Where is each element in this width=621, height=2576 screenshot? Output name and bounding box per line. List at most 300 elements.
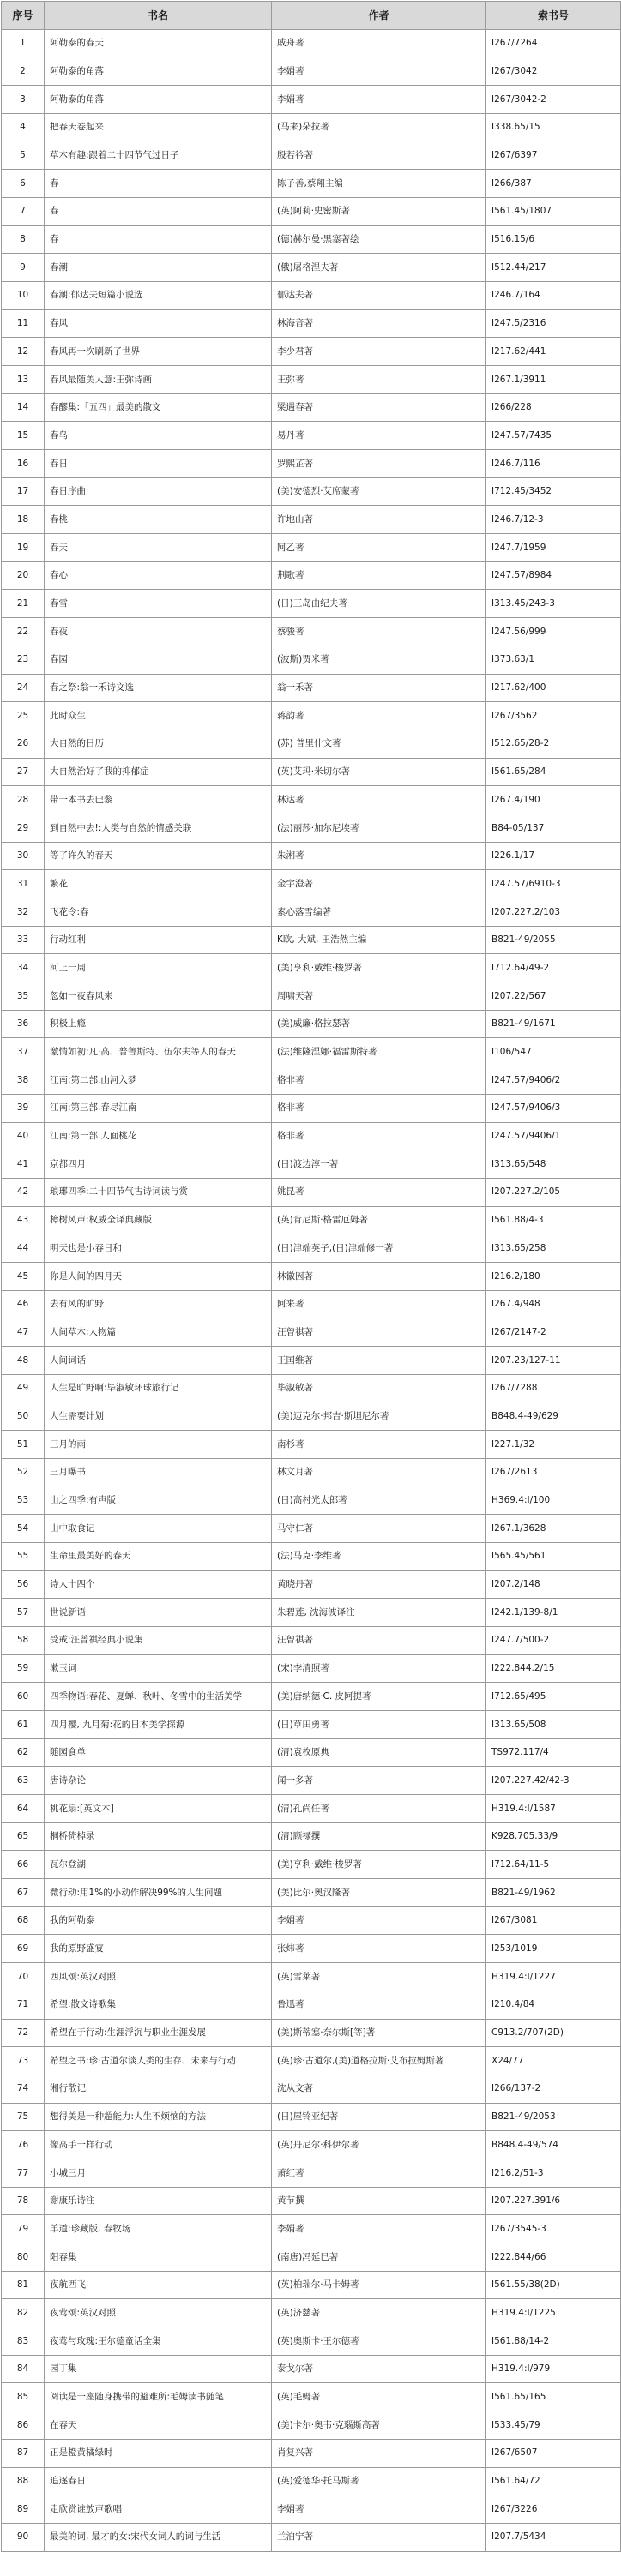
row-number: 88 bbox=[2, 2467, 45, 2495]
book-author: (法)马克·李维著 bbox=[272, 1542, 486, 1570]
table-row bbox=[2, 2467, 621, 2495]
table-row bbox=[2, 2131, 621, 2159]
table-row bbox=[2, 86, 621, 114]
book-title: 此时众生 bbox=[45, 702, 272, 730]
table-row bbox=[2, 814, 621, 842]
call-number: I267/2613 bbox=[486, 1458, 621, 1486]
call-number: I247.57/9406/3 bbox=[486, 1094, 621, 1122]
table-row bbox=[2, 1262, 621, 1290]
table-row bbox=[2, 1038, 621, 1066]
book-author: 格非著 bbox=[272, 1122, 486, 1150]
book-title: 春风最随美人意:王弥诗画 bbox=[45, 365, 272, 393]
book-title: 西风颂:英汉对照 bbox=[45, 1963, 272, 1991]
book-title: 人间草木:人物篇 bbox=[45, 1318, 272, 1347]
row-number: 7 bbox=[2, 197, 45, 225]
row-number: 78 bbox=[2, 2187, 45, 2215]
call-number: I712.64/49-2 bbox=[486, 954, 621, 982]
book-author: 朱碧莲, 沈海波译注 bbox=[272, 1599, 486, 1627]
call-number: I247.56/999 bbox=[486, 618, 621, 646]
book-title: 带一本书去巴黎 bbox=[45, 786, 272, 814]
row-number: 44 bbox=[2, 1234, 45, 1263]
book-author: (英)肯尼斯·格雷厄姆著 bbox=[272, 1206, 486, 1234]
book-author: (英)奥斯卡·王尔德著 bbox=[272, 2327, 486, 2356]
book-author: (波斯)贾米著 bbox=[272, 646, 486, 674]
row-number: 25 bbox=[2, 702, 45, 730]
book-author: 格非著 bbox=[272, 1094, 486, 1122]
book-title: 唐诗杂论 bbox=[45, 1767, 272, 1795]
table-row bbox=[2, 1122, 621, 1150]
row-number: 12 bbox=[2, 338, 45, 366]
header-author: 作者 bbox=[272, 2, 486, 30]
table-row bbox=[2, 2523, 621, 2551]
table-row bbox=[2, 2019, 621, 2047]
book-title: 春天 bbox=[45, 534, 272, 562]
row-number: 67 bbox=[2, 1879, 45, 1907]
call-number: H319.4:I/1225 bbox=[486, 2299, 621, 2327]
table-row bbox=[2, 1626, 621, 1654]
table-row bbox=[2, 786, 621, 814]
row-number: 73 bbox=[2, 2047, 45, 2075]
book-author: (美)亨利·戴维·梭罗著 bbox=[272, 1851, 486, 1879]
book-title: 我的阿勒泰 bbox=[45, 1906, 272, 1935]
book-title: 春夜 bbox=[45, 618, 272, 646]
book-author: 泰戈尔著 bbox=[272, 2355, 486, 2383]
book-title: 江南:第二部.山河入梦 bbox=[45, 1066, 272, 1095]
call-number: I266/228 bbox=[486, 393, 621, 422]
row-number: 60 bbox=[2, 1683, 45, 1711]
book-title: 春风 bbox=[45, 309, 272, 338]
book-author: (英)柏瑞尔·马卡姆著 bbox=[272, 2271, 486, 2299]
table-row bbox=[2, 2243, 621, 2272]
table-row bbox=[2, 1066, 621, 1095]
call-number: X24/77 bbox=[486, 2047, 621, 2075]
row-number: 6 bbox=[2, 170, 45, 198]
book-author: 毕淑敏著 bbox=[272, 1374, 486, 1402]
book-title: 阿勒泰的春天 bbox=[45, 29, 272, 57]
call-number: B84-05/137 bbox=[486, 814, 621, 842]
call-number: I565.45/561 bbox=[486, 1542, 621, 1570]
row-number: 74 bbox=[2, 2075, 45, 2103]
table-row bbox=[2, 2383, 621, 2411]
book-author: 林文月著 bbox=[272, 1458, 486, 1486]
book-title: 三月曝书 bbox=[45, 1458, 272, 1486]
call-number: I267.1/3628 bbox=[486, 1515, 621, 1543]
row-number: 4 bbox=[2, 113, 45, 141]
call-number: I712.45/3452 bbox=[486, 477, 621, 506]
book-author: 鲁迅著 bbox=[272, 1991, 486, 2019]
book-title: 忽如一夜春风来 bbox=[45, 982, 272, 1011]
row-number: 31 bbox=[2, 870, 45, 898]
book-title: 春 bbox=[45, 225, 272, 254]
call-number: I313.65/258 bbox=[486, 1234, 621, 1263]
book-author: (清)袁枚原典 bbox=[272, 1738, 486, 1767]
book-author: 兰泊宁著 bbox=[272, 2523, 486, 2551]
book-title: 桐桥倚棹录 bbox=[45, 1822, 272, 1851]
row-number: 65 bbox=[2, 1822, 45, 1851]
call-number: I267/6397 bbox=[486, 141, 621, 170]
table-row bbox=[2, 1374, 621, 1402]
book-author: 张炜著 bbox=[272, 1935, 486, 1963]
book-author: 殷若衿著 bbox=[272, 141, 486, 170]
book-title: 春醪集:「五四」最美的散文 bbox=[45, 393, 272, 422]
table-row bbox=[2, 365, 621, 393]
call-number: I216.2/180 bbox=[486, 1262, 621, 1290]
row-number: 32 bbox=[2, 898, 45, 927]
table-row bbox=[2, 113, 621, 141]
table-row bbox=[2, 2047, 621, 2075]
table-row bbox=[2, 338, 621, 366]
table-row bbox=[2, 561, 621, 590]
call-number: H319.4:I/979 bbox=[486, 2355, 621, 2383]
book-title: 到自然中去!:人类与自然的情感关联 bbox=[45, 814, 272, 842]
book-title: 激情如初:凡·高、普鲁斯特、伍尔夫等人的春天 bbox=[45, 1038, 272, 1066]
book-author: (南唐)冯延巳著 bbox=[272, 2243, 486, 2272]
table-row bbox=[2, 1935, 621, 1963]
table-row bbox=[2, 2299, 621, 2327]
book-author: (苏) 普里什文著 bbox=[272, 730, 486, 758]
call-number: I247.57/9406/2 bbox=[486, 1066, 621, 1095]
header-call-number: 索书号 bbox=[486, 2, 621, 30]
row-number: 71 bbox=[2, 1991, 45, 2019]
book-title: 像高手一样行动 bbox=[45, 2131, 272, 2159]
table-row bbox=[2, 618, 621, 646]
row-number: 41 bbox=[2, 1150, 45, 1179]
call-number: I561.65/165 bbox=[486, 2383, 621, 2411]
book-author: (法)维隆涅娜·福雷斯特著 bbox=[272, 1038, 486, 1066]
call-number: I561.88/14-2 bbox=[486, 2327, 621, 2356]
book-title: 夜莺与玫瑰:王尔德童话全集 bbox=[45, 2327, 272, 2356]
table-row bbox=[2, 2411, 621, 2440]
row-number: 68 bbox=[2, 1906, 45, 1935]
table-row bbox=[2, 1599, 621, 1627]
table-row bbox=[2, 2271, 621, 2299]
book-author: (俄)屠格涅夫著 bbox=[272, 254, 486, 282]
book-title: 阳春集 bbox=[45, 2243, 272, 2272]
call-number: I217.62/441 bbox=[486, 338, 621, 366]
book-title: 春鸟 bbox=[45, 422, 272, 450]
call-number: I246.7/12-3 bbox=[486, 506, 621, 534]
call-number: I267.1/3911 bbox=[486, 365, 621, 393]
book-title: 走欣赏谁放声歌唱 bbox=[45, 2495, 272, 2524]
row-number: 28 bbox=[2, 786, 45, 814]
book-title: 京都四月 bbox=[45, 1150, 272, 1179]
table-row bbox=[2, 254, 621, 282]
book-author: 萧红著 bbox=[272, 2159, 486, 2187]
row-number: 21 bbox=[2, 590, 45, 618]
call-number: I712.65/495 bbox=[486, 1683, 621, 1711]
table-row bbox=[2, 1654, 621, 1683]
row-number: 81 bbox=[2, 2271, 45, 2299]
call-number: I246.7/164 bbox=[486, 281, 621, 309]
row-number: 52 bbox=[2, 1458, 45, 1486]
call-number: I561.45/1807 bbox=[486, 197, 621, 225]
call-number: I247.57/8984 bbox=[486, 561, 621, 590]
row-number: 43 bbox=[2, 1206, 45, 1234]
table-row bbox=[2, 1683, 621, 1711]
call-number: I267/6507 bbox=[486, 2439, 621, 2467]
book-title: 江南:第一部.人面桃花 bbox=[45, 1122, 272, 1150]
row-number: 69 bbox=[2, 1935, 45, 1963]
book-title: 春之祭:翁一禾诗文选 bbox=[45, 674, 272, 702]
table-row bbox=[2, 2355, 621, 2383]
table-row bbox=[2, 1094, 621, 1122]
call-number: I227.1/32 bbox=[486, 1431, 621, 1459]
table-row bbox=[2, 982, 621, 1011]
book-author: (美)安德烈·艾席蒙著 bbox=[272, 477, 486, 506]
header-title: 书名 bbox=[45, 2, 272, 30]
call-number: C913.2/707(2D) bbox=[486, 2019, 621, 2047]
book-title: 春雪 bbox=[45, 590, 272, 618]
call-number: I226.1/17 bbox=[486, 842, 621, 870]
book-author: (日)草田勇著 bbox=[272, 1710, 486, 1738]
book-author: 黄晓丹著 bbox=[272, 1570, 486, 1599]
call-number: I222.844.2/15 bbox=[486, 1654, 621, 1683]
call-number: I207.2/148 bbox=[486, 1570, 621, 1599]
call-number: I207.227.42/42-3 bbox=[486, 1767, 621, 1795]
row-number: 47 bbox=[2, 1318, 45, 1347]
book-author: 翁一禾著 bbox=[272, 674, 486, 702]
table-row bbox=[2, 590, 621, 618]
book-title: 你是人间的四月天 bbox=[45, 1262, 272, 1290]
book-author: (德)赫尔曼·黑塞著绘 bbox=[272, 225, 486, 254]
call-number: I242.1/139-8/1 bbox=[486, 1599, 621, 1627]
book-author: 南杉著 bbox=[272, 1431, 486, 1459]
book-author: 金宇澄著 bbox=[272, 870, 486, 898]
book-author: 汪曾祺著 bbox=[272, 1626, 486, 1654]
call-number: I210.4/84 bbox=[486, 1991, 621, 2019]
table-row bbox=[2, 1458, 621, 1486]
table-row bbox=[2, 141, 621, 170]
book-title: 行动红利 bbox=[45, 926, 272, 954]
header-no: 序号 bbox=[2, 2, 45, 30]
table-row bbox=[2, 450, 621, 478]
row-number: 10 bbox=[2, 281, 45, 309]
table-row bbox=[2, 1795, 621, 1823]
row-number: 40 bbox=[2, 1122, 45, 1150]
row-number: 87 bbox=[2, 2439, 45, 2467]
book-title: 生命里最美好的春天 bbox=[45, 1542, 272, 1570]
table-row bbox=[2, 506, 621, 534]
table-row bbox=[2, 1402, 621, 1431]
table-row bbox=[2, 1906, 621, 1935]
call-number: B821-49/2055 bbox=[486, 926, 621, 954]
row-number: 62 bbox=[2, 1738, 45, 1767]
book-author: 蔡骏著 bbox=[272, 618, 486, 646]
table-row bbox=[2, 170, 621, 198]
row-number: 82 bbox=[2, 2299, 45, 2327]
book-list-table bbox=[1, 1, 621, 2552]
row-number: 35 bbox=[2, 982, 45, 1011]
table-row bbox=[2, 1150, 621, 1179]
table-row bbox=[2, 534, 621, 562]
table-row bbox=[2, 646, 621, 674]
row-number: 90 bbox=[2, 2523, 45, 2551]
call-number: B848.4-49/574 bbox=[486, 2131, 621, 2159]
book-author: 戚舟著 bbox=[272, 29, 486, 57]
call-number: I266/137-2 bbox=[486, 2075, 621, 2103]
book-title: 春桃 bbox=[45, 506, 272, 534]
book-title: 明天也是小春日和 bbox=[45, 1234, 272, 1263]
table-row bbox=[2, 393, 621, 422]
row-number: 54 bbox=[2, 1515, 45, 1543]
book-title: 园丁集 bbox=[45, 2355, 272, 2383]
book-title: 草木有趣:跟着二十四节气过日子 bbox=[45, 141, 272, 170]
row-number: 85 bbox=[2, 2383, 45, 2411]
row-number: 38 bbox=[2, 1066, 45, 1095]
table-row bbox=[2, 1010, 621, 1038]
row-number: 55 bbox=[2, 1542, 45, 1570]
row-number: 30 bbox=[2, 842, 45, 870]
book-title: 春日 bbox=[45, 450, 272, 478]
call-number: I267/3042 bbox=[486, 57, 621, 86]
table-row bbox=[2, 1542, 621, 1570]
book-author: (日)津端英子,(日)津端修一著 bbox=[272, 1234, 486, 1263]
row-number: 3 bbox=[2, 86, 45, 114]
book-author: (清)孔尚任著 bbox=[272, 1795, 486, 1823]
book-title: 把春天卷起来 bbox=[45, 113, 272, 141]
table-row bbox=[2, 1879, 621, 1907]
table-row bbox=[2, 1486, 621, 1515]
call-number: K928.705.33/9 bbox=[486, 1822, 621, 1851]
call-number: I373.63/1 bbox=[486, 646, 621, 674]
book-title: 希望在于行动:生涯浮沉与职业生涯发展 bbox=[45, 2019, 272, 2047]
book-author: (美)唐纳德·C. 皮阿提著 bbox=[272, 1683, 486, 1711]
call-number: I207.227.2/105 bbox=[486, 1178, 621, 1206]
book-title: 微行动:用1%的小动作解决99%的人生问题 bbox=[45, 1879, 272, 1907]
row-number: 83 bbox=[2, 2327, 45, 2356]
row-number: 29 bbox=[2, 814, 45, 842]
table-row bbox=[2, 2159, 621, 2187]
call-number: I267/7264 bbox=[486, 29, 621, 57]
table-row bbox=[2, 1515, 621, 1543]
book-author: (日)屋铃亚纪著 bbox=[272, 2103, 486, 2131]
call-number: I313.65/508 bbox=[486, 1710, 621, 1738]
call-number: I247.57/9406/1 bbox=[486, 1122, 621, 1150]
call-number: I267/3562 bbox=[486, 702, 621, 730]
book-title: 四月樱, 九月菊:花的日本美学探源 bbox=[45, 1710, 272, 1738]
table-row bbox=[2, 422, 621, 450]
table-row bbox=[2, 2103, 621, 2131]
book-title: 春心 bbox=[45, 561, 272, 590]
table-row bbox=[2, 1710, 621, 1738]
call-number: I712.64/11-5 bbox=[486, 1851, 621, 1879]
book-author: 王弥著 bbox=[272, 365, 486, 393]
table-row bbox=[2, 1431, 621, 1459]
book-author: 蒋韵著 bbox=[272, 702, 486, 730]
table-row bbox=[2, 1234, 621, 1263]
book-title: 诗人十四个 bbox=[45, 1570, 272, 1599]
book-title: 阅读是一座随身携带的避难所:毛姆读书随笔 bbox=[45, 2383, 272, 2411]
book-author: 沈从文著 bbox=[272, 2075, 486, 2103]
row-number: 15 bbox=[2, 422, 45, 450]
book-title: 春日序曲 bbox=[45, 477, 272, 506]
table-row bbox=[2, 898, 621, 927]
row-number: 26 bbox=[2, 730, 45, 758]
call-number: TS972.117/4 bbox=[486, 1738, 621, 1767]
row-number: 19 bbox=[2, 534, 45, 562]
table-row bbox=[2, 1347, 621, 1375]
table-row bbox=[2, 2187, 621, 2215]
row-number: 2 bbox=[2, 57, 45, 86]
row-number: 16 bbox=[2, 450, 45, 478]
call-number: I533.45/79 bbox=[486, 2411, 621, 2440]
call-number: I247.57/7435 bbox=[486, 422, 621, 450]
table-row bbox=[2, 477, 621, 506]
book-title: 春风再一次刷新了世界 bbox=[45, 338, 272, 366]
book-title: 追逐春日 bbox=[45, 2467, 272, 2495]
table-row bbox=[2, 2075, 621, 2103]
book-title: 积极上瘾 bbox=[45, 1010, 272, 1038]
call-number: H319.4:I/1227 bbox=[486, 1963, 621, 1991]
book-title: 去有风的旷野 bbox=[45, 1290, 272, 1318]
table-row bbox=[2, 2327, 621, 2356]
book-author: (日)高村光太郎著 bbox=[272, 1486, 486, 1515]
book-title: 漱玉词 bbox=[45, 1654, 272, 1683]
book-author: 郁达夫著 bbox=[272, 281, 486, 309]
book-title: 飞花令:春 bbox=[45, 898, 272, 927]
table-row bbox=[2, 1738, 621, 1767]
call-number: I267/7288 bbox=[486, 1374, 621, 1402]
row-number: 24 bbox=[2, 674, 45, 702]
row-number: 64 bbox=[2, 1795, 45, 1823]
call-number: I247.7/1959 bbox=[486, 534, 621, 562]
book-title: 受戒:汪曾祺经典小说集 bbox=[45, 1626, 272, 1654]
row-number: 45 bbox=[2, 1262, 45, 1290]
row-number: 48 bbox=[2, 1347, 45, 1375]
call-number: I338.65/15 bbox=[486, 113, 621, 141]
book-author: 陈子善,蔡翔主编 bbox=[272, 170, 486, 198]
call-number: I267/3081 bbox=[486, 1906, 621, 1935]
book-title: 人生是旷野啊:毕淑敏环球旅行记 bbox=[45, 1374, 272, 1402]
table-row bbox=[2, 2215, 621, 2243]
book-title: 谢康乐诗注 bbox=[45, 2187, 272, 2215]
table-row bbox=[2, 674, 621, 702]
row-number: 49 bbox=[2, 1374, 45, 1402]
row-number: 14 bbox=[2, 393, 45, 422]
header-row bbox=[2, 2, 621, 30]
row-number: 37 bbox=[2, 1038, 45, 1066]
row-number: 66 bbox=[2, 1851, 45, 1879]
row-number: 51 bbox=[2, 1431, 45, 1459]
book-author: 闻一多著 bbox=[272, 1767, 486, 1795]
row-number: 5 bbox=[2, 141, 45, 170]
row-number: 13 bbox=[2, 365, 45, 393]
book-title: 等了许久的春天 bbox=[45, 842, 272, 870]
book-author: (法)丽莎·加尔尼埃著 bbox=[272, 814, 486, 842]
table-row bbox=[2, 702, 621, 730]
call-number: I207.7/5434 bbox=[486, 2523, 621, 2551]
book-author: 黄节撰 bbox=[272, 2187, 486, 2215]
call-number: B848.4-49/629 bbox=[486, 1402, 621, 1431]
row-number: 75 bbox=[2, 2103, 45, 2131]
book-title: 山之四季:有声版 bbox=[45, 1486, 272, 1515]
call-number: I247.5/2316 bbox=[486, 309, 621, 338]
book-author: 许地山著 bbox=[272, 506, 486, 534]
table-row bbox=[2, 1318, 621, 1347]
row-number: 34 bbox=[2, 954, 45, 982]
book-author: 林徽因著 bbox=[272, 1262, 486, 1290]
row-number: 79 bbox=[2, 2215, 45, 2243]
book-author: 易丹著 bbox=[272, 422, 486, 450]
book-title: 阿勒泰的角落 bbox=[45, 57, 272, 86]
row-number: 42 bbox=[2, 1178, 45, 1206]
book-title: 繁花 bbox=[45, 870, 272, 898]
row-number: 36 bbox=[2, 1010, 45, 1038]
table-row bbox=[2, 1178, 621, 1206]
book-author: (美)亨利·戴维·梭罗著 bbox=[272, 954, 486, 982]
book-title: 阿勒泰的角落 bbox=[45, 86, 272, 114]
call-number: I267/3042-2 bbox=[486, 86, 621, 114]
